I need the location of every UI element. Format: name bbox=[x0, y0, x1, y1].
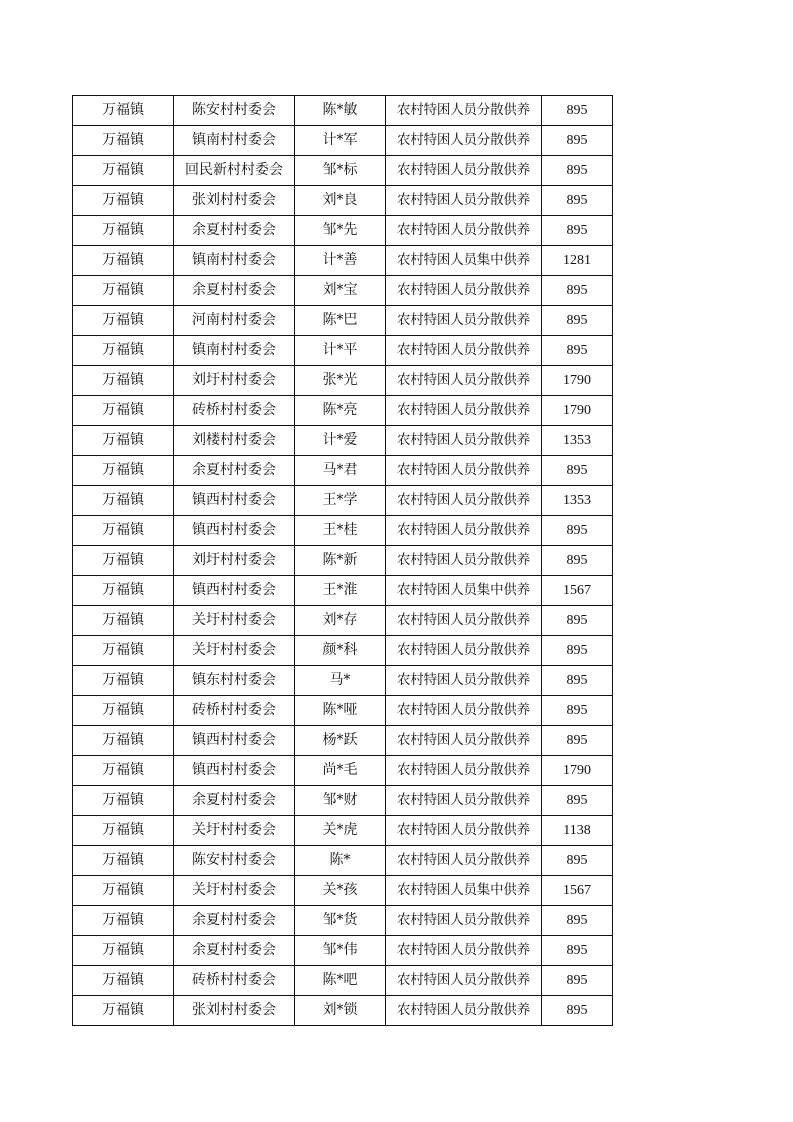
amount-cell: 1353 bbox=[542, 426, 613, 456]
support-type-cell: 农村特困人员分散供养 bbox=[386, 456, 542, 486]
person-name-cell: 刘*锁 bbox=[295, 996, 386, 1026]
town-cell: 万福镇 bbox=[73, 636, 174, 666]
town-cell: 万福镇 bbox=[73, 696, 174, 726]
amount-cell: 1138 bbox=[542, 816, 613, 846]
amount-cell: 895 bbox=[542, 636, 613, 666]
support-type-cell: 农村特困人员分散供养 bbox=[386, 726, 542, 756]
table-row bbox=[73, 96, 613, 126]
table-row bbox=[73, 846, 613, 876]
village-cell: 镇南村村委会 bbox=[174, 126, 295, 156]
support-type-cell: 农村特困人员集中供养 bbox=[386, 246, 542, 276]
amount-cell: 895 bbox=[542, 516, 613, 546]
town-cell: 万福镇 bbox=[73, 726, 174, 756]
person-name-cell: 杨*跃 bbox=[295, 726, 386, 756]
amount-cell: 895 bbox=[542, 996, 613, 1026]
support-type-cell: 农村特困人员分散供养 bbox=[386, 216, 542, 246]
table-row bbox=[73, 786, 613, 816]
support-type-cell: 农村特困人员分散供养 bbox=[386, 186, 542, 216]
village-cell: 镇西村村委会 bbox=[174, 516, 295, 546]
table-row bbox=[73, 396, 613, 426]
person-name-cell: 关*虎 bbox=[295, 816, 386, 846]
town-cell: 万福镇 bbox=[73, 906, 174, 936]
village-cell: 关圩村村委会 bbox=[174, 816, 295, 846]
support-type-cell: 农村特困人员分散供养 bbox=[386, 426, 542, 456]
person-name-cell: 马*君 bbox=[295, 456, 386, 486]
amount-cell: 895 bbox=[542, 276, 613, 306]
village-cell: 刘圩村村委会 bbox=[174, 366, 295, 396]
table-row bbox=[73, 636, 613, 666]
town-cell: 万福镇 bbox=[73, 246, 174, 276]
town-cell: 万福镇 bbox=[73, 816, 174, 846]
person-name-cell: 邹*财 bbox=[295, 786, 386, 816]
table-row bbox=[73, 936, 613, 966]
person-name-cell: 计*军 bbox=[295, 126, 386, 156]
table-row bbox=[73, 906, 613, 936]
support-type-cell: 农村特困人员分散供养 bbox=[386, 756, 542, 786]
town-cell: 万福镇 bbox=[73, 276, 174, 306]
person-name-cell: 陈*吧 bbox=[295, 966, 386, 996]
village-cell: 张刘村村委会 bbox=[174, 996, 295, 1026]
village-cell: 关圩村村委会 bbox=[174, 876, 295, 906]
town-cell: 万福镇 bbox=[73, 576, 174, 606]
table-row bbox=[73, 306, 613, 336]
town-cell: 万福镇 bbox=[73, 546, 174, 576]
table-row bbox=[73, 126, 613, 156]
town-cell: 万福镇 bbox=[73, 396, 174, 426]
village-cell: 镇西村村委会 bbox=[174, 486, 295, 516]
town-cell: 万福镇 bbox=[73, 516, 174, 546]
amount-cell: 895 bbox=[542, 186, 613, 216]
village-cell: 河南村村委会 bbox=[174, 306, 295, 336]
town-cell: 万福镇 bbox=[73, 456, 174, 486]
table-row bbox=[73, 246, 613, 276]
table-row bbox=[73, 366, 613, 396]
town-cell: 万福镇 bbox=[73, 426, 174, 456]
person-name-cell: 马* bbox=[295, 666, 386, 696]
amount-cell: 895 bbox=[542, 786, 613, 816]
table-row bbox=[73, 876, 613, 906]
amount-cell: 1567 bbox=[542, 576, 613, 606]
table-row bbox=[73, 336, 613, 366]
person-name-cell: 王*桂 bbox=[295, 516, 386, 546]
town-cell: 万福镇 bbox=[73, 606, 174, 636]
support-type-cell: 农村特困人员分散供养 bbox=[386, 516, 542, 546]
amount-cell: 895 bbox=[542, 906, 613, 936]
town-cell: 万福镇 bbox=[73, 846, 174, 876]
amount-cell: 895 bbox=[542, 846, 613, 876]
table-row bbox=[73, 756, 613, 786]
amount-cell: 1790 bbox=[542, 756, 613, 786]
support-type-cell: 农村特困人员分散供养 bbox=[386, 546, 542, 576]
person-name-cell: 陈*新 bbox=[295, 546, 386, 576]
support-type-cell: 农村特困人员分散供养 bbox=[386, 966, 542, 996]
person-name-cell: 颜*科 bbox=[295, 636, 386, 666]
support-type-cell: 农村特困人员分散供养 bbox=[386, 696, 542, 726]
village-cell: 镇东村村委会 bbox=[174, 666, 295, 696]
table-row bbox=[73, 216, 613, 246]
support-type-cell: 农村特困人员分散供养 bbox=[386, 486, 542, 516]
village-cell: 砖桥村村委会 bbox=[174, 396, 295, 426]
table-row bbox=[73, 726, 613, 756]
table-row bbox=[73, 156, 613, 186]
person-name-cell: 计*爱 bbox=[295, 426, 386, 456]
support-type-cell: 农村特困人员分散供养 bbox=[386, 336, 542, 366]
village-cell: 刘圩村村委会 bbox=[174, 546, 295, 576]
person-name-cell: 刘*存 bbox=[295, 606, 386, 636]
amount-cell: 895 bbox=[542, 966, 613, 996]
support-type-cell: 农村特困人员分散供养 bbox=[386, 816, 542, 846]
amount-cell: 895 bbox=[542, 126, 613, 156]
table-row bbox=[73, 966, 613, 996]
amount-cell: 895 bbox=[542, 216, 613, 246]
amount-cell: 1790 bbox=[542, 366, 613, 396]
amount-cell: 895 bbox=[542, 726, 613, 756]
town-cell: 万福镇 bbox=[73, 306, 174, 336]
person-name-cell: 陈*敏 bbox=[295, 96, 386, 126]
town-cell: 万福镇 bbox=[73, 786, 174, 816]
person-name-cell: 邹*伟 bbox=[295, 936, 386, 966]
table-row bbox=[73, 996, 613, 1026]
amount-cell: 1353 bbox=[542, 486, 613, 516]
village-cell: 镇西村村委会 bbox=[174, 576, 295, 606]
town-cell: 万福镇 bbox=[73, 756, 174, 786]
support-type-cell: 农村特困人员集中供养 bbox=[386, 876, 542, 906]
amount-cell: 895 bbox=[542, 336, 613, 366]
village-cell: 余夏村村委会 bbox=[174, 786, 295, 816]
person-name-cell: 邹*货 bbox=[295, 906, 386, 936]
amount-cell: 1567 bbox=[542, 876, 613, 906]
amount-cell: 895 bbox=[542, 306, 613, 336]
person-name-cell: 邹*标 bbox=[295, 156, 386, 186]
support-type-cell: 农村特困人员分散供养 bbox=[386, 396, 542, 426]
person-name-cell: 刘*良 bbox=[295, 186, 386, 216]
person-name-cell: 陈*亮 bbox=[295, 396, 386, 426]
town-cell: 万福镇 bbox=[73, 156, 174, 186]
support-type-cell: 农村特困人员分散供养 bbox=[386, 366, 542, 396]
person-name-cell: 尚*毛 bbox=[295, 756, 386, 786]
town-cell: 万福镇 bbox=[73, 876, 174, 906]
table-row bbox=[73, 606, 613, 636]
person-name-cell: 陈*巴 bbox=[295, 306, 386, 336]
village-cell: 关圩村村委会 bbox=[174, 606, 295, 636]
village-cell: 陈安村村委会 bbox=[174, 96, 295, 126]
table-row bbox=[73, 576, 613, 606]
village-cell: 砖桥村村委会 bbox=[174, 696, 295, 726]
village-cell: 镇南村村委会 bbox=[174, 336, 295, 366]
person-name-cell: 关*孩 bbox=[295, 876, 386, 906]
support-type-cell: 农村特困人员分散供养 bbox=[386, 666, 542, 696]
support-type-cell: 农村特困人员分散供养 bbox=[386, 306, 542, 336]
person-name-cell: 计*平 bbox=[295, 336, 386, 366]
village-cell: 余夏村村委会 bbox=[174, 936, 295, 966]
town-cell: 万福镇 bbox=[73, 336, 174, 366]
town-cell: 万福镇 bbox=[73, 186, 174, 216]
support-type-cell: 农村特困人员分散供养 bbox=[386, 906, 542, 936]
village-cell: 砖桥村村委会 bbox=[174, 966, 295, 996]
town-cell: 万福镇 bbox=[73, 96, 174, 126]
amount-cell: 895 bbox=[542, 96, 613, 126]
amount-cell: 895 bbox=[542, 156, 613, 186]
support-type-cell: 农村特困人员分散供养 bbox=[386, 786, 542, 816]
person-name-cell: 陈*哑 bbox=[295, 696, 386, 726]
table-row bbox=[73, 546, 613, 576]
amount-cell: 895 bbox=[542, 606, 613, 636]
person-name-cell: 张*光 bbox=[295, 366, 386, 396]
amount-cell: 1790 bbox=[542, 396, 613, 426]
table-row bbox=[73, 456, 613, 486]
village-cell: 张刘村村委会 bbox=[174, 186, 295, 216]
table-row bbox=[73, 186, 613, 216]
table-row bbox=[73, 516, 613, 546]
village-cell: 余夏村村委会 bbox=[174, 456, 295, 486]
amount-cell: 1281 bbox=[542, 246, 613, 276]
town-cell: 万福镇 bbox=[73, 366, 174, 396]
village-cell: 镇西村村委会 bbox=[174, 726, 295, 756]
table-row bbox=[73, 276, 613, 306]
town-cell: 万福镇 bbox=[73, 486, 174, 516]
roster-sheet bbox=[72, 95, 613, 1026]
roster-table bbox=[72, 95, 613, 1026]
table-row bbox=[73, 666, 613, 696]
village-cell: 余夏村村委会 bbox=[174, 276, 295, 306]
village-cell: 余夏村村委会 bbox=[174, 216, 295, 246]
town-cell: 万福镇 bbox=[73, 666, 174, 696]
village-cell: 刘楼村村委会 bbox=[174, 426, 295, 456]
person-name-cell: 王*淮 bbox=[295, 576, 386, 606]
village-cell: 关圩村村委会 bbox=[174, 636, 295, 666]
town-cell: 万福镇 bbox=[73, 966, 174, 996]
amount-cell: 895 bbox=[542, 696, 613, 726]
support-type-cell: 农村特困人员分散供养 bbox=[386, 846, 542, 876]
town-cell: 万福镇 bbox=[73, 216, 174, 246]
support-type-cell: 农村特困人员分散供养 bbox=[386, 936, 542, 966]
town-cell: 万福镇 bbox=[73, 996, 174, 1026]
amount-cell: 895 bbox=[542, 666, 613, 696]
support-type-cell: 农村特困人员分散供养 bbox=[386, 156, 542, 186]
support-type-cell: 农村特困人员分散供养 bbox=[386, 126, 542, 156]
town-cell: 万福镇 bbox=[73, 936, 174, 966]
support-type-cell: 农村特困人员分散供养 bbox=[386, 276, 542, 306]
person-name-cell: 陈* bbox=[295, 846, 386, 876]
village-cell: 镇南村村委会 bbox=[174, 246, 295, 276]
table-row bbox=[73, 486, 613, 516]
amount-cell: 895 bbox=[542, 546, 613, 576]
table-row bbox=[73, 816, 613, 846]
person-name-cell: 刘*宝 bbox=[295, 276, 386, 306]
roster-table-body bbox=[73, 96, 613, 1026]
support-type-cell: 农村特困人员集中供养 bbox=[386, 576, 542, 606]
support-type-cell: 农村特困人员分散供养 bbox=[386, 636, 542, 666]
table-row bbox=[73, 696, 613, 726]
village-cell: 余夏村村委会 bbox=[174, 906, 295, 936]
village-cell: 回民新村村委会 bbox=[174, 156, 295, 186]
support-type-cell: 农村特困人员分散供养 bbox=[386, 606, 542, 636]
amount-cell: 895 bbox=[542, 456, 613, 486]
town-cell: 万福镇 bbox=[73, 126, 174, 156]
support-type-cell: 农村特困人员分散供养 bbox=[386, 996, 542, 1026]
village-cell: 镇西村村委会 bbox=[174, 756, 295, 786]
support-type-cell: 农村特困人员分散供养 bbox=[386, 96, 542, 126]
person-name-cell: 计*善 bbox=[295, 246, 386, 276]
table-row bbox=[73, 426, 613, 456]
village-cell: 陈安村村委会 bbox=[174, 846, 295, 876]
person-name-cell: 邹*先 bbox=[295, 216, 386, 246]
amount-cell: 895 bbox=[542, 936, 613, 966]
person-name-cell: 王*学 bbox=[295, 486, 386, 516]
